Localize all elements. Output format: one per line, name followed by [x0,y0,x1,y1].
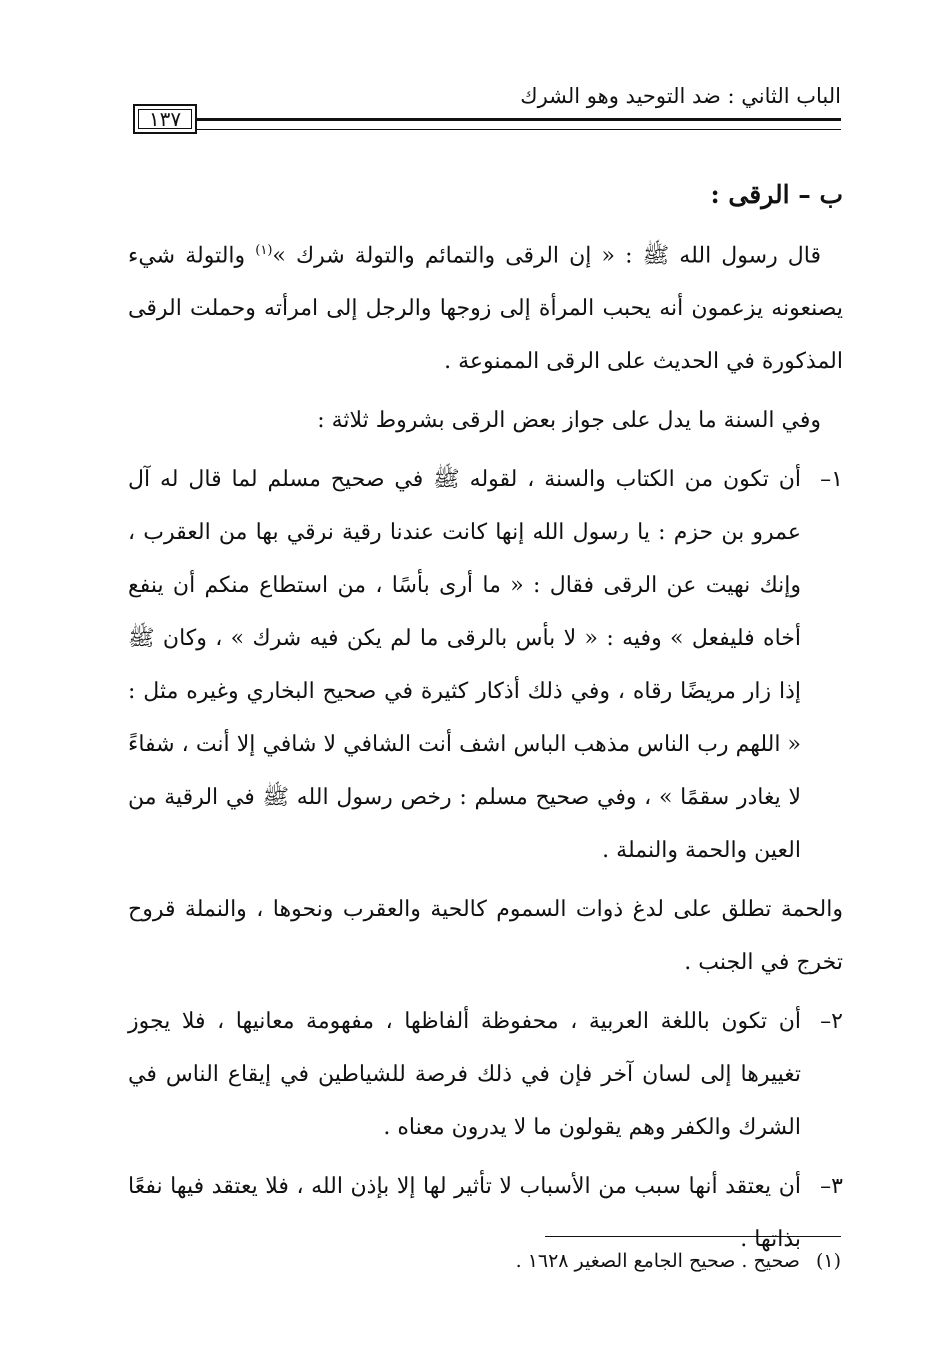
footnote [516,1250,841,1272]
condition-text: أن تكون باللغة العربية ، محفوظة ألفاظها ، مفهومة معانيها ، فلا يجوز تغييرها إلى لسان آخر فإن في ذلك فرصة للشياطين في إيقاع الناس في الشرك والكفر وهم يقولون ما لا يدرون معناه . [128,1009,801,1141]
page-number [133,104,197,134]
paragraph-hadith [128,224,843,388]
condition-text: أن تكون من الكتاب والسنة ، لقوله ﷺ في صحيح مسلم لما قال له آل عمرو بن حزم : يا رسول الله إنها كانت عندنا رقية نرقي بها من العقرب ، وإنك نهيت عن الرقى فقال : « ما أرى بأسًا ، من استطاع منكم أن ينفع أخاه فليفعل » وفيه : « لا بأس بالرقى ما لم يكن فيه شرك » ، وكان ﷺ إذا زار مريضًا رقاه ، وفي ذلك أذكار كثيرة في صحيح البخاري وغيره مثل : « اللهم رب الناس مذهب الباس اشف أنت الشافي لا شافي إلا أنت ، شفاءً لا يغادر سقمًا » ، وفي صحيح مسلم : رخص رسول الله ﷺ في الرقية من العين والحمة والنملة . [128,467,801,864]
condition-item-2 [128,995,843,1154]
page-number-text: ١٣٧ [148,107,182,131]
footnote-rule [545,1236,841,1237]
main-text [128,168,843,1266]
paragraph-conditions-intro: وفي السنة ما يدل على جواز بعض الرقى بشروط ثلاثة : [317,408,821,434]
hadith-text: قال رسول الله ﷺ : « إن الرقى والتمائم والتولة شرك » [272,243,822,269]
condition-text: أن يعتقد أنها سبب من الأسباب لا تأثير لها إلا بإذن الله ، فلا يعتقد فيها نفعًا بذاتها . [128,1174,801,1253]
paragraph-gloss: والحمة تطلق على لدغ ذوات السموم كالحية والعقرب ونحوها ، والنملة قروح تخرج في الجنب . [128,897,843,976]
section-heading: ب – الرقى : [710,180,843,209]
running-header-title: الباب الثاني : ضد التوحيد وهو الشرك [520,84,841,108]
condition-number: ١– [820,467,843,493]
footnote-text: صحيح . صحيح الجامع الصغير ١٦٢٨ . [515,1250,800,1272]
condition-item-1 [128,453,843,877]
condition-number: ٢– [820,1009,843,1035]
footnote-marker: (١) [255,243,273,258]
hadith-explanation: والتولة شيء يصنعونه يزعمون أنه يحبب المرأة إلى زوجها والرجل إلى امرأته وحملت الرقى المذكورة في الحديث على الرقى الممنوعة . [128,243,843,375]
footnote-number: (١) [815,1250,841,1272]
header-rule [196,118,841,130]
condition-number: ٣– [820,1174,843,1200]
